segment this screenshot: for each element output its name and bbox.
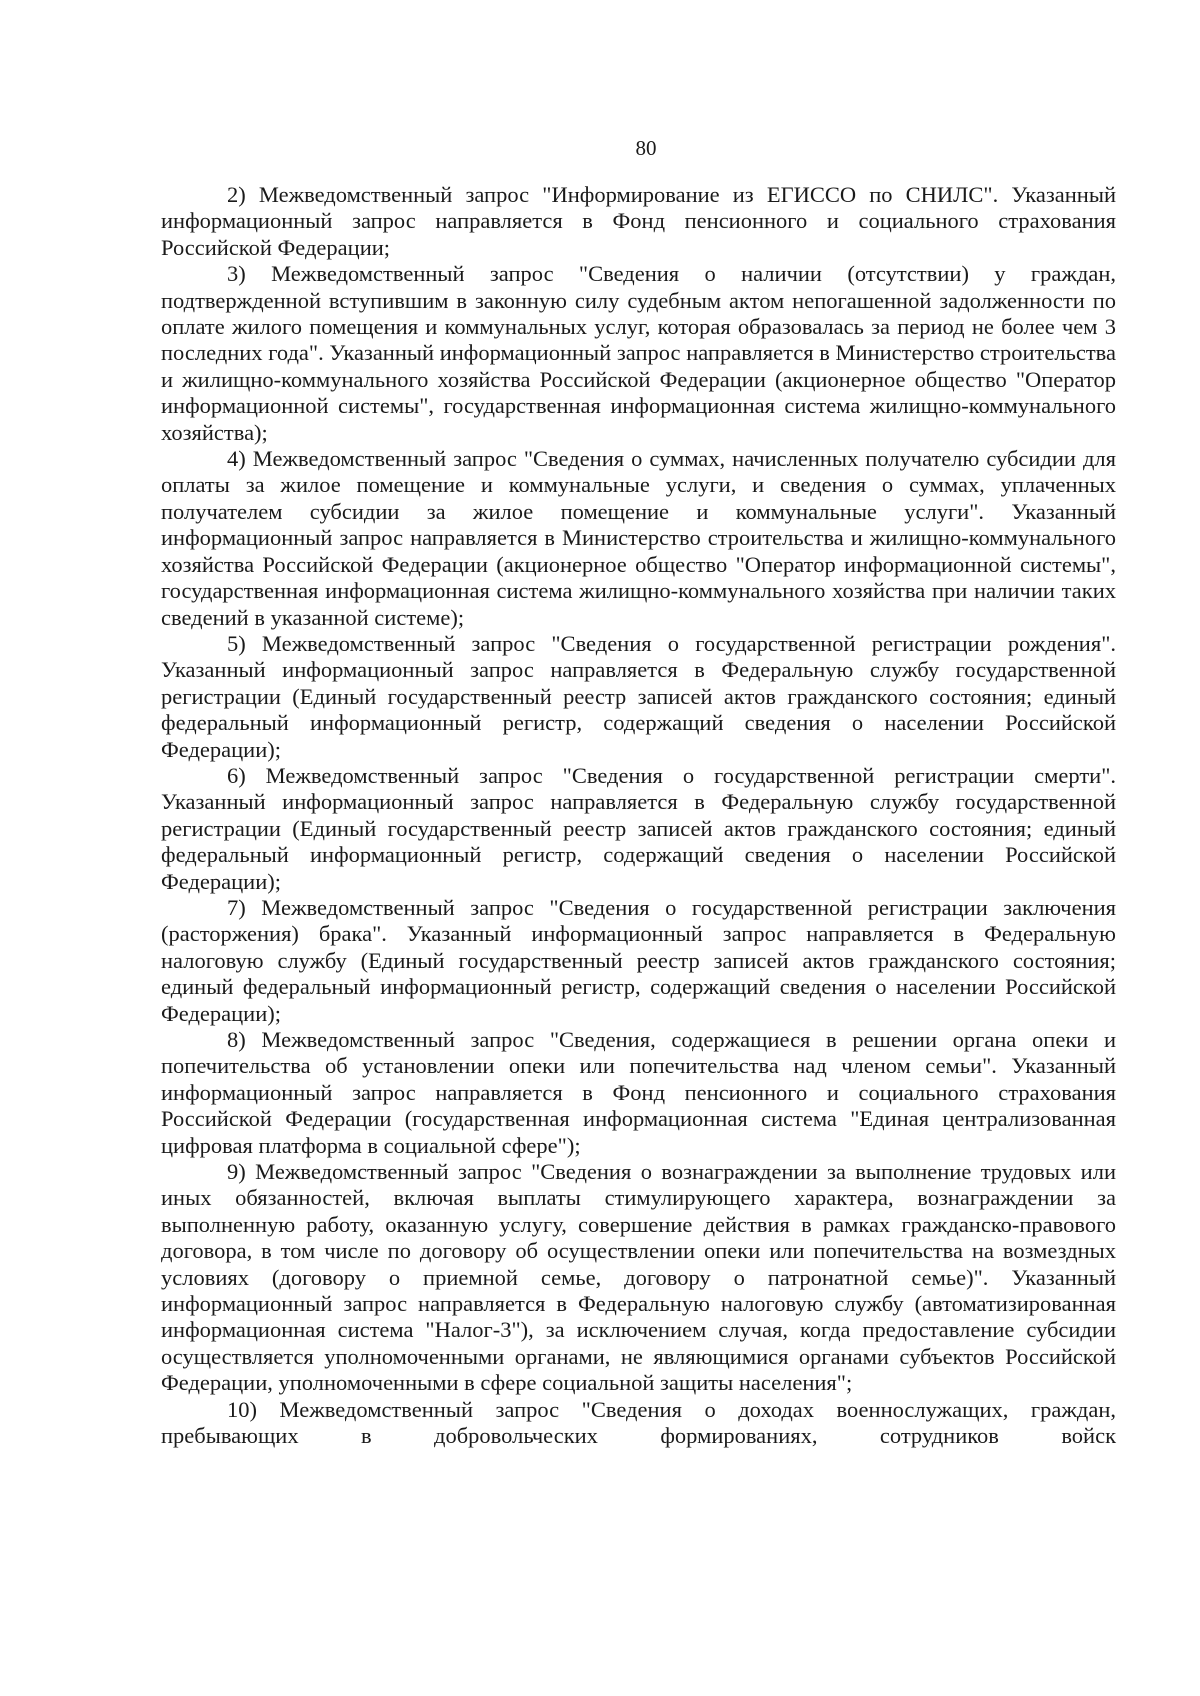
paragraph-4: 4) Межведомственный запрос "Сведения о суммах, начисленных получателю субсидии для оплаты за жилое помещение и коммунальные услуги, и сведения о суммах, уплаченных получателем субсидии за жилое помещение и коммунальные услуги". Указанный информационный запрос направляется в Министерство строительства и жилищно-коммунального хозяйства Российской Федерации (акционерное общество "Оператор информационной системы", государственная информационная система жилищно-коммунального хозяйства при наличии таких сведений в указанной системе); bbox=[161, 446, 1116, 630]
paragraph-3: 3) Межведомственный запрос "Сведения о наличии (отсутствии) у граждан, подтвержденной вступившим в законную силу судебным актом непогашенной задолженности по оплате жилого помещения и коммунальных услуг, которая образовалась за период не более чем 3 последних года". Указанный информационный запрос направляется в Министерство строительства и жилищно-коммунального хозяйства Российской Федерации (акционерное общество "Оператор информационной системы", государственная информационная система жилищно-коммунального хозяйства); bbox=[161, 261, 1116, 445]
paragraph-10: 10) Межведомственный запрос "Сведения о доходах военнослужащих, граждан, пребывающих в добровольческих формированиях, сотрудников войск bbox=[161, 1396, 1116, 1449]
paragraph-5: 5) Межведомственный запрос "Сведения о государственной регистрации рождения". Указанный информационный запрос направляется в Федеральную службу государственной регистрации (Единый государственный реестр записей актов гражданского состояния; единый федеральный информационный регистр, содержащий сведения о населении Российской Федерации); bbox=[161, 630, 1116, 762]
page-number: 80 bbox=[635, 136, 657, 160]
paragraph-9: 9) Межведомственный запрос "Сведения о вознаграждении за выполнение трудовых или иных обязанностей, включая выплаты стимулирующего характера, вознаграждении за выполненную работу, оказанную услугу, совершение действия в рамках гражданско-правового договора, в том числе по договору об осуществлении опеки или попечительства на возмездных условиях (договору о приемной семье, договору о патронатной семье)". Указанный информационный запрос направляется в Федеральную налоговую службу (автоматизированная информационная система "Налог-3"), за исключением случая, когда предоставление субсидии осуществляется уполномоченными органами, не являющимися органами субъектов Российской Федерации, уполномоченными в сфере социальной защиты населения"; bbox=[161, 1159, 1116, 1396]
document-body bbox=[161, 182, 1116, 1450]
paragraph-6: 6) Межведомственный запрос "Сведения о государственной регистрации смерти". Указанный информационный запрос направляется в Федеральную службу государственной регистрации (Единый государственный реестр записей актов гражданского состояния; единый федеральный информационный регистр, содержащий сведения о населении Российской Федерации); bbox=[161, 762, 1116, 894]
paragraph-8: 8) Межведомственный запрос "Сведения, содержащиеся в решении органа опеки и попечительства об установлении опеки или попечительства над членом семьи". Указанный информационный запрос направляется в Фонд пенсионного и социального страхования Российской Федерации (государственная информационная система "Единая централизованная цифровая платформа в социальной сфере"); bbox=[161, 1027, 1116, 1158]
paragraph-7: 7) Межведомственный запрос "Сведения о государственной регистрации заключения (расторжения) брака". Указанный информационный запрос направляется в Федеральную налоговую службу (Единый государственный реестр записей актов гражданского состояния; единый федеральный информационный регистр, содержащий сведения о населении Российской Федерации); bbox=[161, 894, 1116, 1026]
paragraph-2: 2) Межведомственный запрос "Информирование из ЕГИССО по СНИЛС". Указанный информационный запрос направляется в Фонд пенсионного и социального страхования Российской Федерации; bbox=[161, 182, 1116, 260]
